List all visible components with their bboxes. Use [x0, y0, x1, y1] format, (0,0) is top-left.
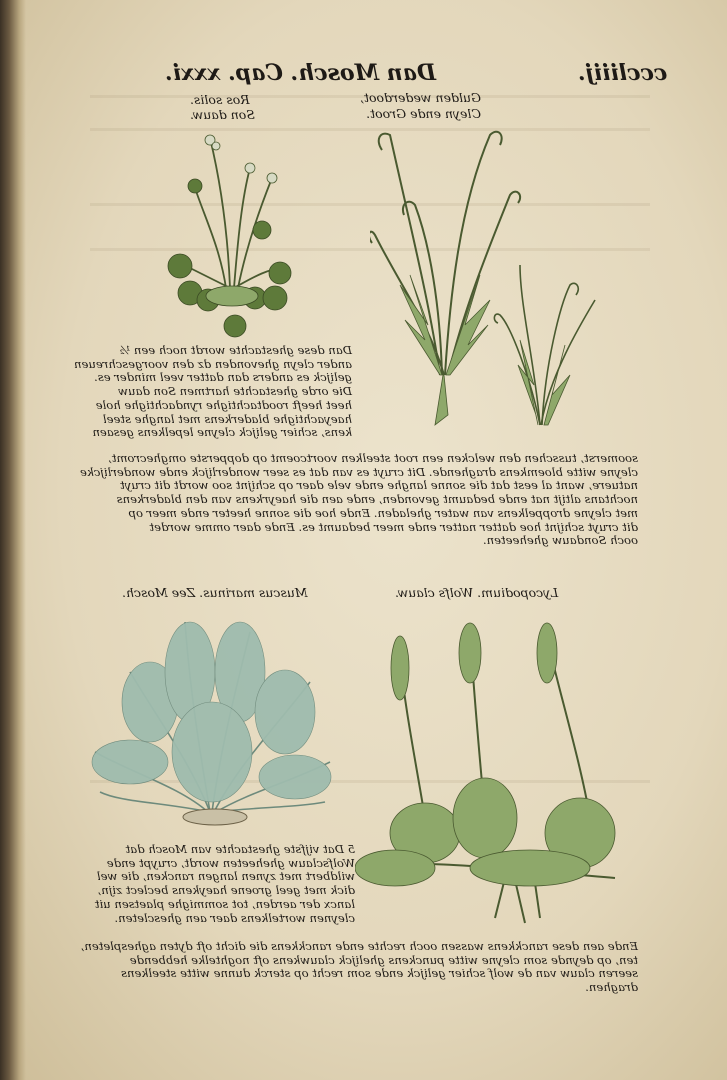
label-ros-solis: Ros solis. Son dauw. — [190, 92, 255, 122]
paragraph-1: Dan dese ghestachte wordt noch een ½ ander cleyn ghevonden dz den voorgeschreuen gelijck es anders dan datter veel minder es. Die orde ghestachte hartmen Son dauw heet heeft roodtachtighe ryndachtighe hole haeyachtighe bladerkens met langhe steel kens, schier gelijck cleyne lepelkens gesaen — [74, 343, 352, 440]
paragraph-4: Ende aen dese ranckkens wassen ooch rechte ende ranckkens die dicht oft dyten aghespleten, ten, op deynde som cleyne witte punckens ghelijck clauwkens oft noghtelke hebbende seeren clauw van de wolf schier gelijck ende som recht op sterck dunne witte steelkens draghen. — [80, 939, 638, 995]
sea-moss-illustration — [90, 612, 335, 827]
paragraph-2: soomerst, tusschen den welcken een root steelken voortcoemt op dopperste omghecromt, cleyne witte bloemkens draghende. Dit cruyt es van dat es seer wonderlijck ende wonderlijcke natuere, want al eest dat die sonne langhe ende vele daer op schijnt soo wordt dit cruyt nochtans altijt nat ende bedaumt gevonden, ende aen die haeyrkens van den bladerkens met cleyne droppelkens van water gheladen. Ende hoe die sonne heeter ende meer op dit cruyt schijnt hoe datter natter ende meer bedaumt es. Ende daer omme wordet ooch Sondauw gheheeten. — [79, 451, 638, 548]
grass-illustration — [370, 125, 605, 435]
paragraph-3: 5 Dat vijfste ghestachte van Mosch dat Wolfsclauw gheheeten wordt, cruypt ende wildbert met zynen langen rancken, die wel dick met geel groene haeykens beclect zijn, lancx der aerden, tot sommighe plaetsen uit cleynen wortelkens daer aen ghescleten. — [94, 842, 355, 925]
page-number: cccliiij. — [578, 60, 668, 86]
label-gulden: Gulden wederdoot, Cleyn ende Groot. — [360, 90, 481, 121]
label-lycopodium: Lycopodium. Wolfs clauw. — [395, 585, 559, 600]
clubmoss-illustration — [355, 618, 625, 933]
book-spine — [0, 0, 26, 1080]
running-head: Dan Mosch. Cap. xxxi. — [165, 60, 436, 86]
sundew-illustration — [150, 128, 310, 343]
label-muscus: Muscus marinus. Zee Mosch. — [122, 585, 308, 600]
